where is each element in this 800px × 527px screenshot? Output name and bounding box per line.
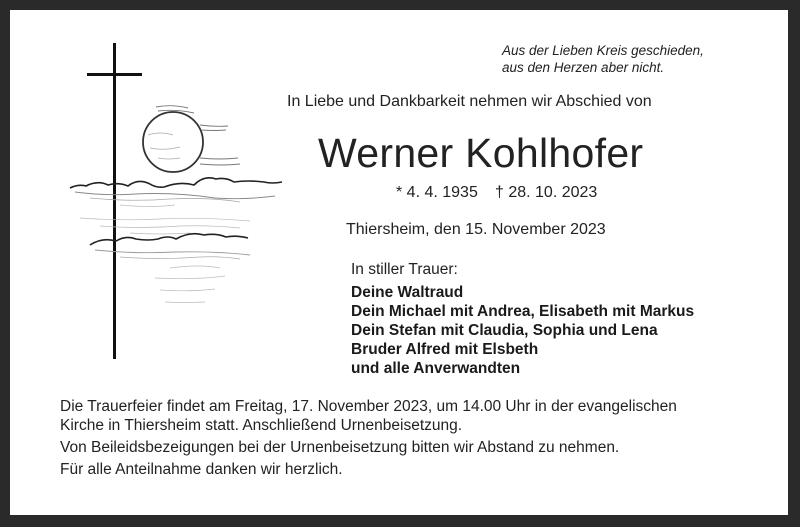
thanks-note: Für alle Anteilnahme danken wir herzlich. [60,461,343,478]
sun-landscape-illustration [60,40,290,370]
place-date: Thiersheim, den 15. November 2023 [346,221,606,238]
motto-line-2: aus den Herzen aber nicht. [502,60,665,75]
ceremony-line-2: Kirche in Thiersheim statt. Anschließend Urnenbeisetzung. [60,417,463,434]
motto [502,42,762,76]
mourners-list [351,283,694,378]
intro-text: In Liebe und Dankbarkeit nehmen wir Abschied von [287,93,652,110]
life-dates [396,184,598,202]
mourner-line: Deine Waltraud [351,284,464,301]
footer-notice [60,397,760,482]
mourner-line: und alle Anverwandten [351,360,521,377]
ceremony-info [60,397,760,435]
mourning-label: In stiller Trauer: [351,261,458,278]
mourner-line: Dein Michael mit Andrea, Elisabeth mit Markus [351,303,695,320]
mourner-line: Dein Stefan mit Claudia, Sophia und Lena [351,322,658,339]
deceased-name: Werner Kohlhofer [318,130,644,176]
mourner-line: Bruder Alfred mit Elsbeth [351,341,539,358]
condolence-note: Von Beileidsbezeigungen bei der Urnenbeisetzung bitten wir Abstand zu nehmen. [60,439,620,456]
birth-date: * 4. 4. 1935 [396,184,478,201]
ceremony-line-1: Die Trauerfeier findet am Freitag, 17. November 2023, um 14.00 Uhr in der evangelischen [60,398,677,415]
cross-icon [87,43,142,359]
death-date: † 28. 10. 2023 [495,184,598,201]
motto-line-1: Aus der Lieben Kreis geschieden, [502,43,704,58]
